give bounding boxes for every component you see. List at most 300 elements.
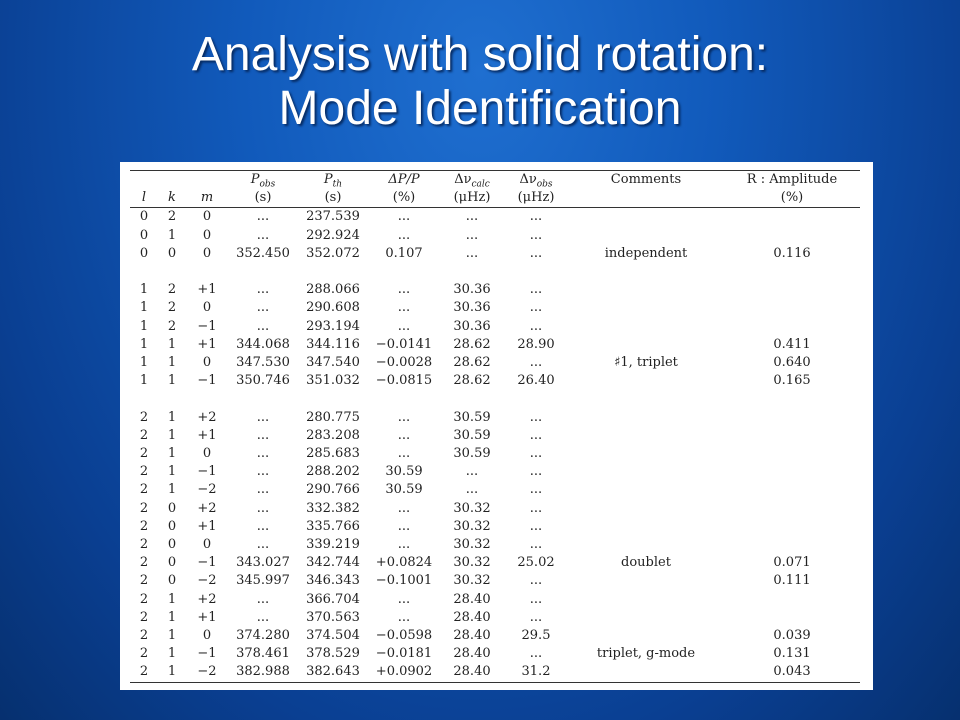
table-row bbox=[130, 318, 860, 336]
cell-p-obs: 352.450 bbox=[236, 245, 290, 261]
header-p-obs-unit: (s) bbox=[228, 189, 298, 208]
header-m-label: m bbox=[186, 189, 228, 208]
cell-dp: −0.0181 bbox=[375, 646, 433, 662]
cell-dnu-obs: ... bbox=[529, 209, 543, 225]
cell-amplitude bbox=[724, 208, 860, 227]
cell-dnu-obs: ... bbox=[529, 409, 543, 425]
cell-l: 2 bbox=[139, 500, 149, 516]
cell-p-obs: ... bbox=[256, 318, 270, 334]
cell-dnu-obs: ... bbox=[529, 573, 543, 589]
cell-dnu-calc: 28.40 bbox=[453, 609, 491, 625]
cell-dnu-obs: ... bbox=[529, 355, 543, 371]
cell-dp: 30.59 bbox=[385, 464, 423, 480]
cell-p-th: 342.744 bbox=[306, 555, 360, 571]
cell-dnu-obs: 26.40 bbox=[517, 373, 555, 389]
cell-dp: ... bbox=[397, 500, 411, 516]
cell-p-th: 332.382 bbox=[306, 500, 360, 516]
cell-dnu-calc: 28.40 bbox=[440, 663, 504, 682]
cell-dnu-calc: 28.40 bbox=[453, 646, 491, 662]
cell-dnu-calc: 30.59 bbox=[453, 446, 491, 462]
cell-comment: triplet, g-mode bbox=[596, 646, 696, 662]
mode-table-container bbox=[130, 170, 860, 683]
cell-dp: +0.0824 bbox=[375, 555, 433, 571]
table-row bbox=[130, 445, 860, 463]
cell-dnu-obs bbox=[504, 390, 568, 408]
cell-l: 2 bbox=[139, 427, 149, 443]
cell-amplitude: 0.131 bbox=[773, 646, 811, 662]
cell-p-obs bbox=[228, 263, 298, 281]
cell-dnu-obs: ... bbox=[529, 318, 543, 334]
cell-dp bbox=[368, 263, 440, 281]
cell-amplitude bbox=[724, 427, 860, 445]
cell-l: 2 bbox=[139, 482, 149, 498]
cell-comment bbox=[568, 463, 724, 481]
cell-l bbox=[130, 263, 158, 281]
cell-p-obs: ... bbox=[256, 518, 270, 534]
table-row bbox=[130, 409, 860, 427]
cell-l: 2 bbox=[139, 409, 149, 425]
cell-amplitude bbox=[724, 299, 860, 317]
cell-dnu-calc: 30.36 bbox=[453, 318, 491, 334]
cell-dnu-calc: 30.32 bbox=[453, 518, 491, 534]
cell-dnu-obs: ... bbox=[529, 282, 543, 298]
cell-amplitude bbox=[724, 409, 860, 427]
table-row bbox=[130, 463, 860, 481]
table-row bbox=[130, 663, 860, 682]
cell-dnu-calc: 28.62 bbox=[453, 373, 491, 389]
cell-dnu-obs: 31.2 bbox=[504, 663, 568, 682]
cell-comment bbox=[568, 390, 724, 408]
cell-m: +2 bbox=[197, 500, 217, 516]
cell-amplitude bbox=[724, 518, 860, 536]
cell-m: 0 bbox=[202, 245, 212, 261]
cell-k: 1 bbox=[167, 628, 177, 644]
cell-amplitude bbox=[724, 263, 860, 281]
cell-dnu-calc: 30.59 bbox=[453, 427, 491, 443]
header-m bbox=[186, 171, 228, 190]
cell-dnu-calc: ... bbox=[465, 227, 479, 243]
cell-p-obs: ... bbox=[256, 482, 270, 498]
cell-dp: −0.0815 bbox=[375, 373, 433, 389]
cell-p-obs: 343.027 bbox=[236, 555, 290, 571]
table-row bbox=[130, 591, 860, 609]
cell-dnu-calc: 30.36 bbox=[453, 300, 491, 316]
cell-l: 2 bbox=[139, 464, 149, 480]
cell-dnu-obs: 28.90 bbox=[517, 336, 555, 352]
cell-p-obs: 374.280 bbox=[236, 628, 290, 644]
cell-l: 1 bbox=[139, 355, 149, 371]
cell-dp: ... bbox=[397, 427, 411, 443]
cell-l: 2 bbox=[139, 446, 149, 462]
cell-comment bbox=[568, 318, 724, 336]
cell-k: 1 bbox=[167, 355, 177, 371]
header-dp-unit: (%) bbox=[368, 189, 440, 208]
cell-p-obs: 378.461 bbox=[236, 646, 290, 662]
cell-l bbox=[130, 390, 158, 408]
cell-dnu-obs: ... bbox=[529, 537, 543, 553]
table-header-row-2 bbox=[130, 189, 860, 208]
cell-amplitude: 0.111 bbox=[773, 573, 811, 589]
cell-comment bbox=[568, 227, 724, 245]
cell-amplitude bbox=[724, 481, 860, 499]
header-amplitude: R : Amplitude bbox=[724, 171, 860, 190]
cell-k: 1 bbox=[167, 646, 177, 662]
cell-comment bbox=[568, 427, 724, 445]
cell-p-th: 290.608 bbox=[306, 300, 360, 316]
cell-p-th: 290.766 bbox=[306, 482, 360, 498]
table-header-row-1 bbox=[130, 171, 860, 190]
cell-comment bbox=[568, 609, 724, 627]
table-row bbox=[130, 554, 860, 572]
header-amplitude-unit: (%) bbox=[724, 189, 860, 208]
cell-p-obs: 350.746 bbox=[236, 373, 290, 389]
cell-dp bbox=[368, 390, 440, 408]
header-dnu-obs: $\Delta\nu_{obs}$ bbox=[504, 171, 568, 190]
table-row bbox=[130, 263, 860, 281]
cell-k: 2 bbox=[167, 209, 177, 225]
cell-p-obs: ... bbox=[256, 464, 270, 480]
cell-comment: doublet bbox=[621, 555, 671, 571]
header-dnu-calc: $\Delta\nu_{calc}$ bbox=[440, 171, 504, 190]
cell-amplitude bbox=[724, 318, 860, 336]
cell-comment bbox=[568, 591, 724, 609]
cell-dnu-obs bbox=[504, 263, 568, 281]
cell-dnu-calc bbox=[440, 390, 504, 408]
cell-m: +2 bbox=[197, 591, 217, 607]
table-row bbox=[130, 390, 860, 408]
cell-dp: ... bbox=[397, 591, 411, 607]
cell-k: 1 bbox=[167, 409, 177, 425]
cell-p-obs: ... bbox=[256, 227, 270, 243]
cell-p-th: 283.208 bbox=[306, 427, 360, 443]
slide-title bbox=[0, 28, 960, 136]
cell-amplitude: 0.039 bbox=[773, 628, 811, 644]
cell-k: 1 bbox=[167, 609, 177, 625]
cell-dnu-calc: 30.32 bbox=[453, 537, 491, 553]
table-row bbox=[130, 536, 860, 554]
cell-k bbox=[158, 390, 186, 408]
cell-k: 0 bbox=[167, 537, 177, 553]
cell-l: 0 bbox=[139, 209, 149, 225]
cell-k: 1 bbox=[167, 227, 177, 243]
table-row bbox=[130, 354, 860, 372]
cell-dnu-obs: 29.5 bbox=[521, 628, 551, 644]
cell-m: +1 bbox=[197, 609, 217, 625]
cell-dnu-obs: ... bbox=[529, 300, 543, 316]
cell-comment bbox=[568, 481, 724, 499]
cell-dnu-obs: ... bbox=[529, 591, 543, 607]
cell-k: 1 bbox=[167, 373, 177, 389]
cell-dnu-obs: ... bbox=[529, 482, 543, 498]
cell-amplitude bbox=[724, 281, 860, 299]
cell-dp: ... bbox=[397, 209, 411, 225]
cell-p-th: 344.116 bbox=[306, 336, 360, 352]
cell-dnu-obs: ... bbox=[529, 245, 543, 261]
table-row bbox=[130, 336, 860, 354]
cell-dnu-calc: 30.32 bbox=[453, 555, 491, 571]
cell-p-obs: ... bbox=[256, 282, 270, 298]
header-dnu-obs-unit: (μHz) bbox=[504, 189, 568, 208]
cell-amplitude: 0.071 bbox=[773, 555, 811, 571]
cell-dnu-obs: 25.02 bbox=[517, 555, 555, 571]
cell-k: 2 bbox=[167, 300, 177, 316]
cell-dnu-obs: ... bbox=[529, 646, 543, 662]
cell-k: 1 bbox=[167, 482, 177, 498]
cell-m: +2 bbox=[197, 409, 217, 425]
cell-p-th: 293.194 bbox=[306, 318, 360, 334]
cell-dp: ... bbox=[397, 446, 411, 462]
cell-p-th bbox=[298, 390, 368, 408]
cell-amplitude: 0.043 bbox=[724, 663, 860, 682]
cell-p-obs: ... bbox=[256, 609, 270, 625]
cell-comment bbox=[568, 572, 724, 590]
cell-dnu-calc: 28.62 bbox=[453, 336, 491, 352]
cell-dp: 0.107 bbox=[385, 245, 423, 261]
cell-p-th: 292.924 bbox=[306, 227, 360, 243]
cell-comment bbox=[568, 409, 724, 427]
cell-dp: ... bbox=[397, 518, 411, 534]
cell-dnu-calc: 30.59 bbox=[453, 409, 491, 425]
cell-m bbox=[186, 263, 228, 281]
cell-k: 0 bbox=[167, 555, 177, 571]
cell-comment bbox=[568, 299, 724, 317]
cell-dnu-obs: ... bbox=[529, 500, 543, 516]
header-p-th-unit: (s) bbox=[298, 189, 368, 208]
cell-comment bbox=[568, 500, 724, 518]
header-comments: Comments bbox=[568, 171, 724, 190]
cell-l: 2 bbox=[139, 537, 149, 553]
cell-p-obs: ... bbox=[256, 409, 270, 425]
table-row bbox=[130, 427, 860, 445]
cell-dnu-calc: ... bbox=[465, 245, 479, 261]
cell-dnu-obs: ... bbox=[529, 427, 543, 443]
cell-p-obs: ... bbox=[256, 209, 270, 225]
cell-amplitude bbox=[724, 390, 860, 408]
cell-k: 0 bbox=[167, 518, 177, 534]
cell-p-th: 339.219 bbox=[306, 537, 360, 553]
cell-dp: 30.59 bbox=[385, 482, 423, 498]
cell-p-th: 280.775 bbox=[306, 409, 360, 425]
cell-m: −1 bbox=[197, 373, 217, 389]
cell-k: 0 bbox=[167, 245, 177, 261]
cell-m: −1 bbox=[197, 646, 217, 662]
header-k bbox=[158, 171, 186, 190]
cell-m: 0 bbox=[202, 300, 212, 316]
cell-m: −1 bbox=[197, 318, 217, 334]
cell-dnu-obs: ... bbox=[529, 227, 543, 243]
cell-dnu-calc: ... bbox=[465, 209, 479, 225]
cell-comment bbox=[568, 536, 724, 554]
cell-dp: ... bbox=[397, 227, 411, 243]
cell-dnu-calc bbox=[440, 263, 504, 281]
cell-l: 0 bbox=[139, 245, 149, 261]
cell-dp: −0.0028 bbox=[375, 355, 433, 371]
cell-dnu-obs: ... bbox=[529, 446, 543, 462]
table-row bbox=[130, 227, 860, 245]
table-row bbox=[130, 372, 860, 390]
cell-dnu-calc: 28.62 bbox=[453, 355, 491, 371]
cell-amplitude: 0.411 bbox=[773, 336, 811, 352]
cell-l: 2 bbox=[139, 518, 149, 534]
cell-k: 0 bbox=[167, 573, 177, 589]
cell-dnu-calc: 30.32 bbox=[453, 500, 491, 516]
cell-amplitude bbox=[724, 463, 860, 481]
cell-k: 1 bbox=[167, 446, 177, 462]
cell-p-obs: 347.530 bbox=[236, 355, 290, 371]
cell-l: 1 bbox=[139, 336, 149, 352]
cell-comment bbox=[568, 336, 724, 354]
cell-amplitude bbox=[724, 227, 860, 245]
table-row bbox=[130, 627, 860, 645]
cell-amplitude: 0.165 bbox=[773, 373, 811, 389]
cell-p-th: 288.202 bbox=[306, 464, 360, 480]
cell-amplitude bbox=[724, 500, 860, 518]
cell-comment bbox=[568, 208, 724, 227]
cell-m bbox=[186, 390, 228, 408]
cell-m: 0 bbox=[202, 446, 212, 462]
cell-l: 2 bbox=[130, 663, 158, 682]
cell-k bbox=[158, 263, 186, 281]
cell-m: 0 bbox=[202, 355, 212, 371]
cell-comment: independent bbox=[604, 245, 688, 261]
header-l-label: l bbox=[130, 189, 158, 208]
cell-m: −1 bbox=[197, 555, 217, 571]
cell-dp: ... bbox=[397, 282, 411, 298]
cell-l: 2 bbox=[139, 609, 149, 625]
cell-dnu-obs: ... bbox=[529, 464, 543, 480]
cell-m: 0 bbox=[202, 209, 212, 225]
cell-l: 0 bbox=[139, 227, 149, 243]
title-line-1: Analysis with solid rotation: bbox=[191, 28, 769, 81]
cell-dp: ... bbox=[397, 318, 411, 334]
cell-p-th: 288.066 bbox=[306, 282, 360, 298]
cell-p-th: 366.704 bbox=[306, 591, 360, 607]
cell-comment bbox=[568, 263, 724, 281]
cell-dnu-obs: ... bbox=[529, 518, 543, 534]
cell-p-th bbox=[298, 263, 368, 281]
cell-p-obs: 382.988 bbox=[228, 663, 298, 682]
cell-dp: ... bbox=[397, 537, 411, 553]
cell-l: 1 bbox=[139, 373, 149, 389]
cell-m: −1 bbox=[197, 464, 217, 480]
cell-p-th: 346.343 bbox=[306, 573, 360, 589]
table-row bbox=[130, 481, 860, 499]
cell-p-obs: ... bbox=[256, 427, 270, 443]
cell-comment bbox=[568, 281, 724, 299]
cell-p-obs: ... bbox=[256, 500, 270, 516]
header-dnu-calc-unit: (μHz) bbox=[440, 189, 504, 208]
cell-amplitude bbox=[724, 445, 860, 463]
table-row bbox=[130, 518, 860, 536]
cell-comment bbox=[568, 445, 724, 463]
cell-k: 1 bbox=[158, 663, 186, 682]
cell-l: 1 bbox=[139, 282, 149, 298]
cell-p-th: 374.504 bbox=[306, 628, 360, 644]
table-row bbox=[130, 500, 860, 518]
mode-identification-table bbox=[130, 170, 860, 683]
cell-comment: ♯1, triplet bbox=[614, 355, 678, 371]
cell-m: +1 bbox=[197, 282, 217, 298]
cell-dnu-calc: 30.32 bbox=[453, 573, 491, 589]
cell-dp: ... bbox=[397, 609, 411, 625]
cell-p-th: 285.683 bbox=[306, 446, 360, 462]
header-comments-unit bbox=[568, 189, 724, 208]
cell-amplitude: 0.640 bbox=[773, 355, 811, 371]
cell-l: 2 bbox=[139, 591, 149, 607]
cell-p-obs bbox=[228, 390, 298, 408]
cell-amplitude bbox=[724, 609, 860, 627]
cell-amplitude bbox=[724, 536, 860, 554]
cell-m: −2 bbox=[186, 663, 228, 682]
header-k-label: k bbox=[158, 189, 186, 208]
cell-k: 1 bbox=[167, 464, 177, 480]
cell-p-th: 378.529 bbox=[306, 646, 360, 662]
cell-comment bbox=[568, 663, 724, 682]
cell-m: 0 bbox=[202, 227, 212, 243]
title-line-2: Mode Identification bbox=[278, 82, 682, 135]
cell-l: 2 bbox=[139, 628, 149, 644]
cell-dp: −0.0141 bbox=[375, 336, 433, 352]
cell-amplitude bbox=[724, 591, 860, 609]
cell-m: −2 bbox=[197, 482, 217, 498]
cell-comment bbox=[568, 372, 724, 390]
table-row bbox=[130, 281, 860, 299]
table-row bbox=[130, 245, 860, 263]
cell-p-obs: 345.997 bbox=[236, 573, 290, 589]
cell-dnu-obs: ... bbox=[529, 609, 543, 625]
cell-p-obs: 344.068 bbox=[236, 336, 290, 352]
cell-k: 1 bbox=[167, 336, 177, 352]
cell-dnu-calc: ... bbox=[465, 482, 479, 498]
cell-p-th: 370.563 bbox=[306, 609, 360, 625]
cell-comment bbox=[568, 518, 724, 536]
table-row bbox=[130, 609, 860, 627]
cell-p-th: 382.643 bbox=[298, 663, 368, 682]
cell-m: 0 bbox=[202, 537, 212, 553]
table-image-panel bbox=[120, 162, 873, 690]
cell-m: 0 bbox=[202, 628, 212, 644]
cell-k: 0 bbox=[167, 500, 177, 516]
table-row bbox=[130, 208, 860, 227]
cell-l: 1 bbox=[139, 318, 149, 334]
cell-dnu-calc: 30.36 bbox=[453, 282, 491, 298]
cell-m: +1 bbox=[197, 518, 217, 534]
header-dp: ΔP/P bbox=[368, 171, 440, 190]
cell-k: 1 bbox=[167, 427, 177, 443]
cell-dp: −0.0598 bbox=[375, 628, 433, 644]
cell-k: 2 bbox=[167, 318, 177, 334]
cell-p-th: 352.072 bbox=[306, 245, 360, 261]
table-row bbox=[130, 299, 860, 317]
cell-dp: −0.1001 bbox=[375, 573, 433, 589]
cell-p-obs: ... bbox=[256, 300, 270, 316]
table-body bbox=[130, 208, 860, 682]
cell-l: 1 bbox=[139, 300, 149, 316]
cell-dp: ... bbox=[397, 409, 411, 425]
header-p-obs: $P_{obs}$ bbox=[228, 171, 298, 190]
cell-p-th: 237.539 bbox=[306, 209, 360, 225]
table-row bbox=[130, 645, 860, 663]
cell-dp: +0.0902 bbox=[368, 663, 440, 682]
cell-p-obs: ... bbox=[256, 446, 270, 462]
cell-k: 1 bbox=[167, 591, 177, 607]
cell-dnu-calc: 28.40 bbox=[453, 628, 491, 644]
cell-dnu-calc: 28.40 bbox=[453, 591, 491, 607]
cell-p-th: 351.032 bbox=[306, 373, 360, 389]
cell-comment bbox=[568, 627, 724, 645]
cell-dp: ... bbox=[397, 300, 411, 316]
cell-p-th: 347.540 bbox=[306, 355, 360, 371]
